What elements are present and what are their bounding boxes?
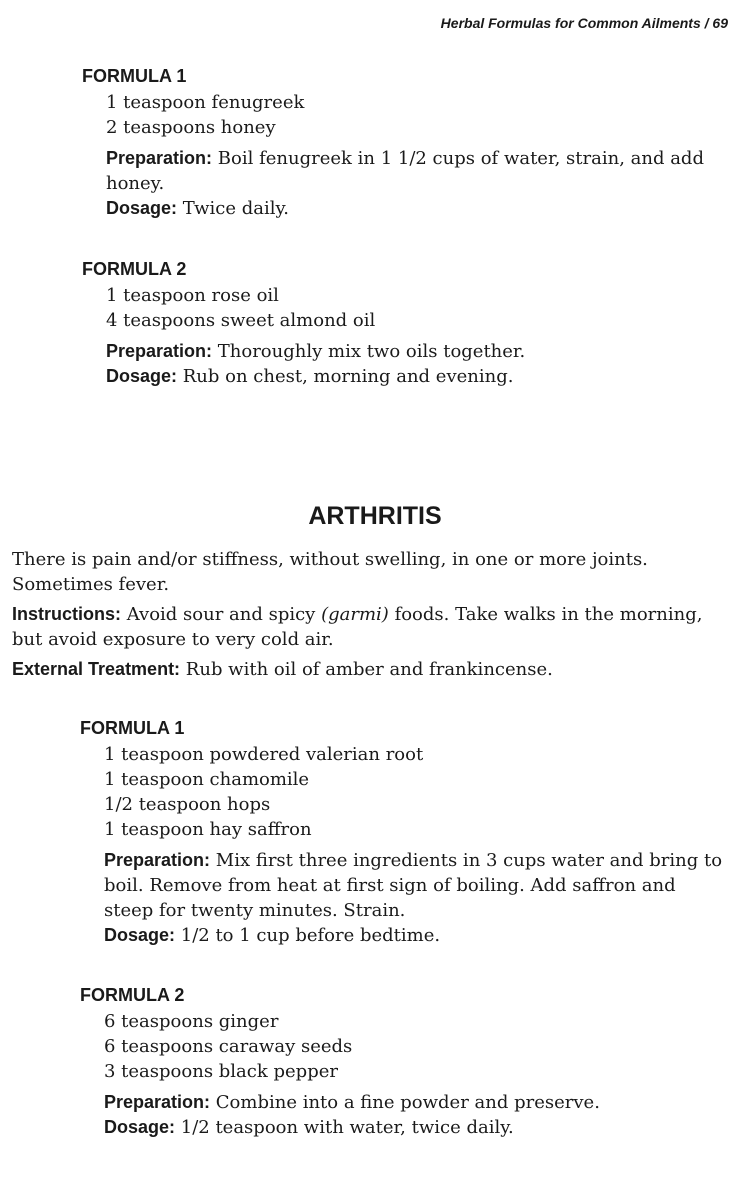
preparation-text: Mix first three ingredients in 3 cups water and bring to boil. Remove from heat at first sign of boiling. Add saffron and steep for twenty minutes. Strain.	[104, 850, 723, 921]
preparation	[80, 848, 730, 923]
external-treatment-text: Rub with oil of amber and frankincense.	[185, 659, 553, 680]
dosage-text: Rub on chest, morning and evening.	[182, 366, 514, 387]
dosage-text: Twice daily.	[182, 198, 290, 219]
instructions-text-after: foods. Take walks in the morning, but avoid exposure to very cold air.	[12, 604, 703, 650]
instructions-italic-term: (garmi)	[321, 604, 389, 625]
ingredient-list	[82, 283, 732, 333]
dosage	[80, 923, 730, 948]
formula-block	[82, 257, 732, 389]
dosage-label: Dosage:	[104, 1117, 176, 1137]
instructions-text-before: Avoid sour and spicy	[126, 604, 316, 625]
section-description: There is pain and/or stiffness, without swelling, in one or more joints. Sometimes fever.	[12, 549, 648, 595]
ingredient: 1 teaspoon hay saffron	[104, 819, 312, 840]
external-treatment	[12, 657, 730, 682]
preparation	[82, 339, 732, 364]
dosage-text: 1/2 to 1 cup before bedtime.	[180, 925, 441, 946]
formula-title: FORMULA 1	[80, 718, 185, 738]
ingredient-list	[82, 90, 732, 140]
ingredient: 2 teaspoons honey	[106, 117, 276, 138]
formula-title: FORMULA 2	[82, 259, 187, 279]
ingredient: 1 teaspoon chamomile	[104, 769, 310, 790]
ingredient-list	[80, 742, 730, 842]
dosage-label: Dosage:	[104, 925, 176, 945]
preparation	[82, 146, 732, 196]
section-intro	[12, 547, 730, 687]
preparation-label: Preparation:	[106, 148, 213, 168]
external-treatment-label: External Treatment:	[12, 659, 181, 679]
ingredient: 6 teaspoons ginger	[104, 1011, 279, 1032]
ingredient: 1 teaspoon fenugreek	[106, 92, 305, 113]
preparation-text: Thoroughly mix two oils together.	[217, 341, 526, 362]
dosage	[80, 1115, 730, 1140]
running-head: Herbal Formulas for Common Ailments / 69	[440, 15, 728, 31]
ingredient: 6 teaspoons caraway seeds	[104, 1036, 353, 1057]
formula-block	[80, 983, 730, 1140]
preparation-text: Combine into a fine powder and preserve.	[215, 1092, 600, 1113]
formula-title: FORMULA 2	[80, 985, 185, 1005]
ingredient: 3 teaspoons black pepper	[104, 1061, 338, 1082]
instructions-label: Instructions:	[12, 604, 122, 624]
ingredient: 1 teaspoon rose oil	[106, 285, 279, 306]
ingredient: 4 teaspoons sweet almond oil	[106, 310, 376, 331]
preparation-label: Preparation:	[104, 850, 211, 870]
preparation-text: Boil fenugreek in 1 1/2 cups of water, strain, and add honey.	[106, 148, 704, 194]
dosage-label: Dosage:	[106, 366, 178, 386]
ingredient-list	[80, 1009, 730, 1084]
preparation-label: Preparation:	[106, 341, 213, 361]
dosage-text: 1/2 teaspoon with water, twice daily.	[180, 1117, 514, 1138]
section-title: ARTHRITIS	[308, 502, 442, 530]
ingredient: 1/2 teaspoon hops	[104, 794, 271, 815]
preparation	[80, 1090, 730, 1115]
formula-block	[80, 716, 730, 948]
dosage	[82, 364, 732, 389]
dosage	[82, 196, 732, 221]
instructions	[12, 602, 730, 652]
ingredient: 1 teaspoon powdered valerian root	[104, 744, 424, 765]
dosage-label: Dosage:	[106, 198, 178, 218]
formula-title: FORMULA 1	[82, 66, 187, 86]
preparation-label: Preparation:	[104, 1092, 211, 1112]
formula-block	[82, 64, 732, 221]
